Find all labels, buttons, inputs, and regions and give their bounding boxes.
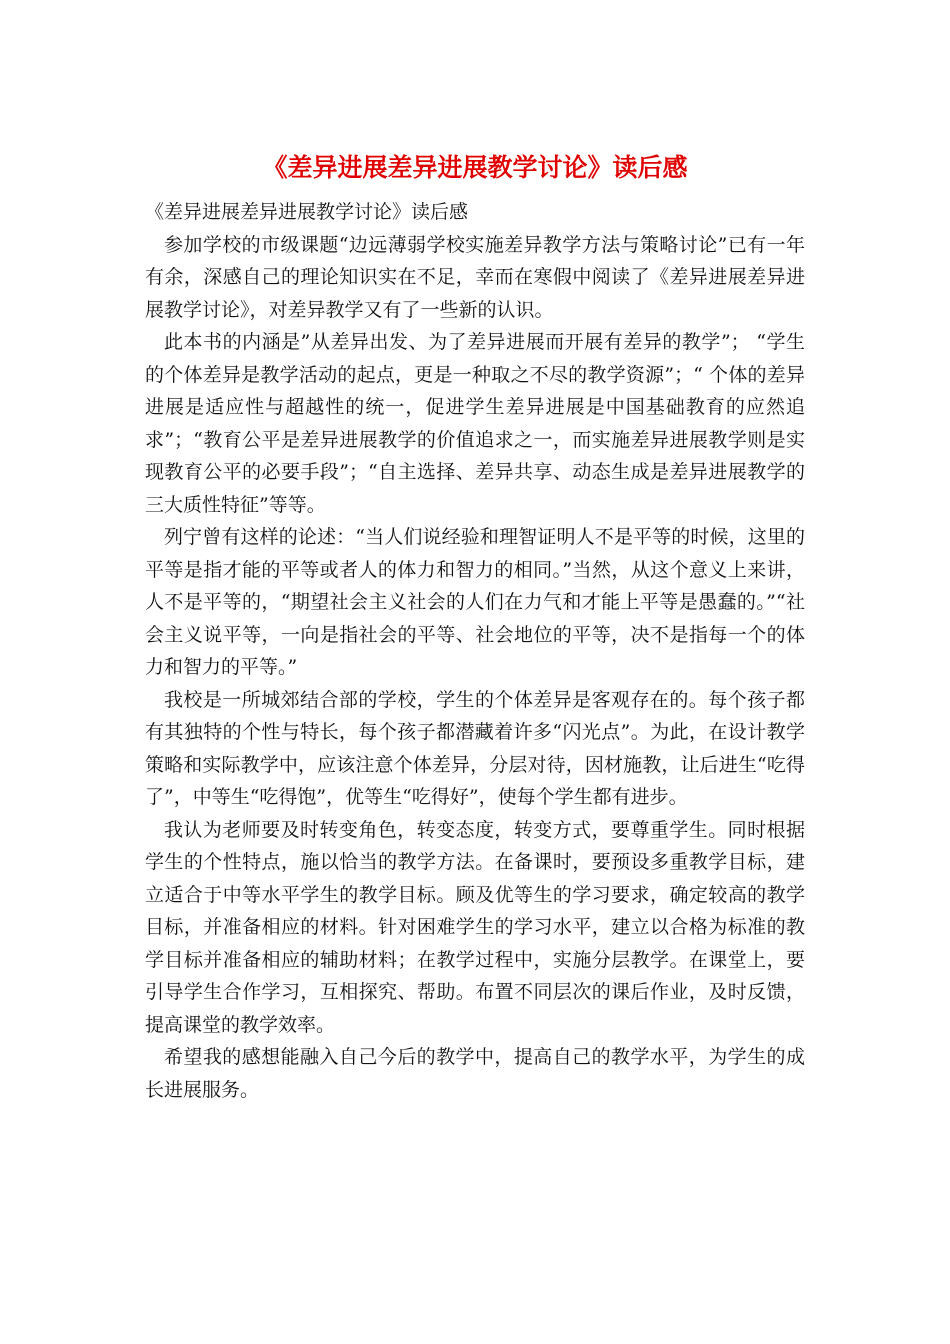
paragraph: 列宁曾有这样的论述：“当人们说经验和理智证明人不是平等的时候，这里的平等是指才能的平等或者人的体力和智力的相同。”当然，从这个意义上来讲，人不是平等的，“期望社会主义社会的人们在力气和才能上平等是愚蠢的。”“社会主义说平等，一向是指社会的平等、社会地位的平等，决不是指每一个的体力和智力的平等。”: [145, 526, 805, 678]
paragraph: 我校是一所城郊结合部的学校，学生的个体差异是客观存在的。每个孩子都有其独特的个性与特长，每个孩子都潜藏着许多“闪光点”。为此，在设计教学策略和实际教学中，应该注意个体差异，分层对待，因材施教，让后进生“吃得了”，中等生“吃得饱”，优等生“吃得好”，使每个学生都有进步。: [145, 688, 805, 808]
document-subtitle: 《差异进展差异进展教学讨论》读后感: [145, 201, 469, 223]
paragraph: 希望我的感想能融入自己今后的教学中，提高自己的教学水平，为学生的成长进展服务。: [145, 1046, 805, 1101]
document-body: [145, 196, 805, 1106]
document-title: 《差异进展差异进展教学讨论》读后感: [262, 153, 688, 182]
paragraph: 此本书的内涵是”从差异出发、为了差异进展而开展有差异的教学”； “学生的个体差异是教学活动的起点，更是一种取之不尽的教学资源”；“ 个体的差异进展是适应性与超越性的统一，促进学生差异进展是中国基础教育的应然追求”；“教育公平是差异进展教学的价值追求之一，而实施差异进展教学则是实现教育公平的必要手段”；“自主选择、差异共享、动态生成是差异进展教学的三大质性特征”等等。: [145, 331, 805, 516]
paragraph: 我认为老师要及时转变角色，转变态度，转变方式，要尊重学生。同时根据学生的个性特点，施以恰当的教学方法。在备课时，要预设多重教学目标，建立适合于中等水平学生的教学目标。顾及优等生的学习要求，确定较高的教学目标，并准备相应的材料。针对困难学生的学习水平，建立以合格为标准的教学目标并准备相应的辅助材料；在教学过程中，实施分层教学。在课堂上，要引导学生合作学习，互相探究、帮助。布置不同层次的课后作业，及时反馈，提高课堂的教学效率。: [145, 818, 805, 1036]
paragraph: 参加学校的市级课题“边远薄弱学校实施差异教学方法与策略讨论”已有一年有余，深感自己的理论知识实在不足，幸而在寒假中阅读了《差异进展差异进展教学讨论》，对差异教学又有了一些新的认识。: [145, 233, 805, 321]
